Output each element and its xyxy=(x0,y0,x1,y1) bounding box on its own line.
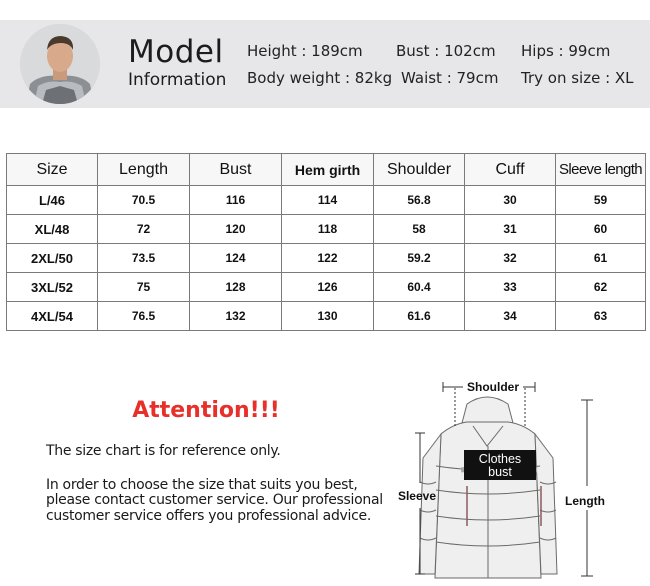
sleeve-length-cell: 60 xyxy=(556,215,646,244)
bust-cell: 124 xyxy=(190,244,282,273)
length-cell: 73.5 xyxy=(98,244,190,273)
cuff-cell: 32 xyxy=(465,244,556,273)
hem-girth-cell: 114 xyxy=(282,186,374,215)
size-chart-table xyxy=(6,153,646,331)
shoulder-cell: 59.2 xyxy=(374,244,465,273)
model-info-band xyxy=(0,20,650,108)
model-bust: Bust : 102cm xyxy=(396,42,496,60)
sleeve-label: Sleeve xyxy=(397,489,437,503)
length-cell: 70.5 xyxy=(98,186,190,215)
sleeve-length-cell: 59 xyxy=(556,186,646,215)
shoulder-cell: 61.6 xyxy=(374,302,465,331)
bust-cell: 120 xyxy=(190,215,282,244)
jacket-icon xyxy=(419,397,557,578)
header-bust: Bust xyxy=(190,154,282,186)
shoulder-cell: 58 xyxy=(374,215,465,244)
header-sleeve-length: Sleeve length xyxy=(556,154,646,186)
cuff-cell: 33 xyxy=(465,273,556,302)
shoulder-label: Shoulder xyxy=(466,380,520,394)
shoulder-cell: 56.8 xyxy=(374,186,465,215)
size-cell: XL/48 xyxy=(7,215,98,244)
model-hips: Hips : 99cm xyxy=(521,42,611,60)
cuff-cell: 30 xyxy=(465,186,556,215)
header-hem-girth: Hem girth xyxy=(282,154,374,186)
jacket-measurement-diagram xyxy=(395,378,625,583)
length-cell: 76.5 xyxy=(98,302,190,331)
size-cell: 4XL/54 xyxy=(7,302,98,331)
attention-title: Attention!!! xyxy=(132,398,280,423)
table-row xyxy=(7,244,646,273)
header-shoulder: Shoulder xyxy=(374,154,465,186)
size-cell: 2XL/50 xyxy=(7,244,98,273)
cuff-cell: 34 xyxy=(465,302,556,331)
bust-cell: 128 xyxy=(190,273,282,302)
clothes-bust-label-line2: bust xyxy=(488,465,512,479)
cuff-cell: 31 xyxy=(465,215,556,244)
length-cell: 72 xyxy=(98,215,190,244)
model-height: Height : 189cm xyxy=(247,42,363,60)
note-line-1: In order to choose the size that suits you best, xyxy=(46,477,358,493)
note-reference: The size chart is for reference only. xyxy=(46,443,281,459)
clothes-bust-label-line1: Clothes xyxy=(478,452,522,466)
hem-girth-cell: 122 xyxy=(282,244,374,273)
length-dimension-line xyxy=(581,400,593,576)
model-weight: Body weight : 82kg xyxy=(247,69,393,87)
header-size: Size xyxy=(7,154,98,186)
model-title: Model xyxy=(128,34,224,70)
table-row xyxy=(7,215,646,244)
bust-cell: 116 xyxy=(190,186,282,215)
table-row xyxy=(7,302,646,331)
table-header-row xyxy=(7,154,646,186)
model-avatar xyxy=(20,24,100,104)
sleeve-length-cell: 62 xyxy=(556,273,646,302)
bust-cell: 132 xyxy=(190,302,282,331)
model-subtitle: Information xyxy=(128,70,227,90)
model-try-on-size: Try on size : XL xyxy=(521,69,634,87)
hem-girth-cell: 118 xyxy=(282,215,374,244)
header-length: Length xyxy=(98,154,190,186)
sleeve-length-cell: 61 xyxy=(556,244,646,273)
size-cell: 3XL/52 xyxy=(7,273,98,302)
model-waist: Waist : 79cm xyxy=(401,69,499,87)
model-portrait-icon xyxy=(20,24,100,104)
table-row xyxy=(7,273,646,302)
note-line-3: customer service offers you professional advice. xyxy=(46,508,371,524)
header-cuff: Cuff xyxy=(465,154,556,186)
shoulder-cell: 60.4 xyxy=(374,273,465,302)
size-cell: L/46 xyxy=(7,186,98,215)
table-row xyxy=(7,186,646,215)
note-line-2: please contact customer service. Our professional xyxy=(46,492,383,508)
length-cell: 75 xyxy=(98,273,190,302)
sleeve-length-cell: 63 xyxy=(556,302,646,331)
length-label: Length xyxy=(565,494,605,508)
hem-girth-cell: 126 xyxy=(282,273,374,302)
hem-girth-cell: 130 xyxy=(282,302,374,331)
